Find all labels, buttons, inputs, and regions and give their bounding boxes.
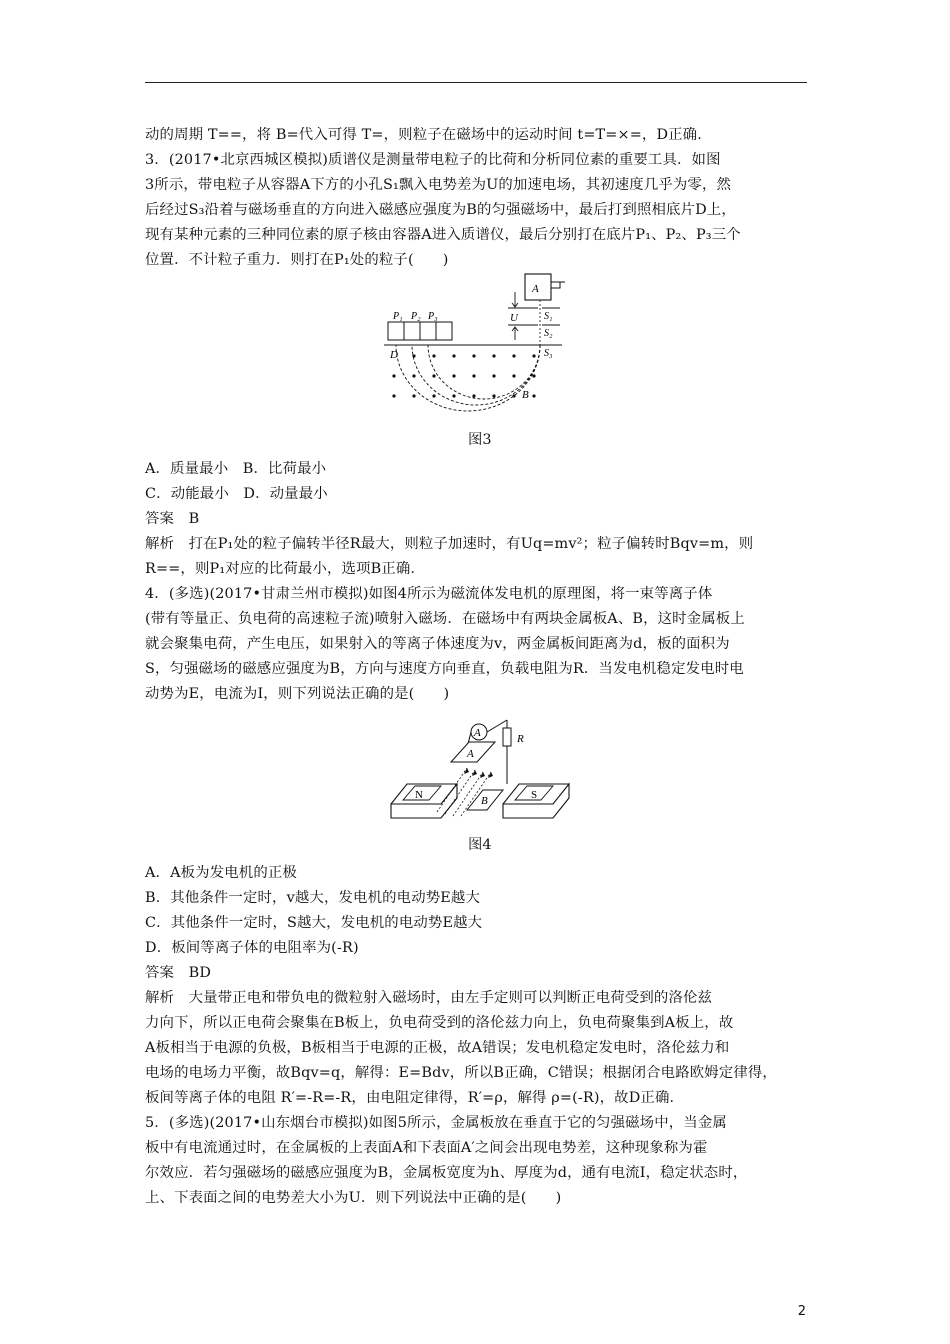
text-line: D．板间等离子体的电阻率为(-R) (145, 940, 359, 956)
magnet-N-label: N (415, 789, 423, 801)
text-line: 电场的电场力平衡，故Bqv=q，解得：E=Bdv，所以B正确，C错误；根据闭合电路欧姆定律得， (145, 1065, 777, 1081)
text-line: 动的周期 T==，将 B=代入可得 T=，则粒子在磁场中的运动时间 t=T=×=，D正确. (145, 127, 702, 143)
text-line: A板相当于电源的负极，B板相当于电源的正极，故A错误；发电机稳定发电时，洛伦兹力和 (145, 1040, 730, 1056)
text-line: A．质量最小 B．比荷最小 (145, 461, 327, 477)
ammeter-label: A (474, 727, 481, 739)
text-line: 板间等离子体的电阻 R′=-R=-R，由电阻定律得，R′=ρ，解得 ρ=(-R)，故D正确． (145, 1090, 685, 1106)
resistor-R-label: R (517, 733, 524, 745)
slit-S1-label: S₁ (544, 311, 553, 322)
text-line: A．A板为发电机的正极 (145, 865, 297, 881)
P1-label: P₁ (393, 311, 403, 322)
text-line: 上、下表面之间的电势差大小为U．则下列说法中正确的是( ) (145, 1190, 562, 1206)
text-line: 动势为E，电流为I，则下列说法正确的是( ) (145, 686, 450, 702)
text-line: (带有等量正、负电荷的高速粒子流)喷射入磁场．在磁场中有两块金属板A、B，这时金属板上 (145, 611, 745, 627)
slit-S3-label: S₃ (544, 348, 553, 359)
text-line: 板中有电流通过时，在金属板的上表面A和下表面A′之间会出现电势差，这种现象称为霍 (145, 1140, 708, 1156)
text-line: 3．(2017•北京西城区模拟)质谱仪是测量带电粒子的比荷和分析同位素的重要工具．如图 (145, 152, 721, 168)
text-line: S，匀强磁场的磁感应强度为B，方向与速度方向垂直，负载电阻为R．当发电机稳定发电时电 (145, 661, 744, 677)
text-line: 答案 B (145, 511, 200, 527)
text-line: R==，则P₁对应的比荷最小，选项B正确． (145, 561, 425, 577)
text-line: 就会聚集电荷，产生电压，如果射入的等离子体速度为v，两金属板间距离为d，板的面积为 (145, 636, 730, 652)
container-A-label: A (532, 283, 539, 295)
plate-B-label: B (481, 795, 488, 807)
text-line: 5．(多选)(2017•山东烟台市模拟)如图5所示，金属板放在垂直于它的匀强磁场中，当金属 (145, 1115, 727, 1131)
text-line: B．其他条件一定时，v越大，发电机的电动势E越大 (145, 890, 481, 906)
P2-label: P₂ (411, 311, 421, 322)
text-line: 后经过S₃沿着与磁场垂直的方向进入磁感应强度为B的匀强磁场中，最后打到照相底片D上， (145, 202, 736, 218)
resistor-R (503, 728, 511, 746)
figure-4-caption: 图4 (468, 837, 492, 853)
text-line: 现有某种元素的三种同位素的原子核由容器A进入质谱仪，最后分别打在底片P₁、P₂、P₃三个 (145, 227, 741, 243)
field-B-label: B (522, 389, 529, 401)
text-line: 力向下，所以正电荷会聚集在B板上，负电荷受到的洛伦兹力向上，负电荷聚集到A板上，故 (145, 1015, 734, 1031)
voltage-U-label: U (510, 312, 518, 324)
text-line: 位置．不计粒子重力．则打在P₁处的粒子( ) (145, 252, 449, 268)
text-line: C．其他条件一定时，S越大，发电机的电动势E越大 (145, 915, 483, 931)
page-number: 2 (797, 1304, 806, 1319)
film-D-label: D (390, 349, 398, 361)
P3-label: P₃ (428, 311, 438, 322)
text-line: 4．(多选)(2017•甘肃兰州市模拟)如图4所示为磁流体发电机的原理图，将一束等离子体 (145, 586, 713, 602)
figure-3-mass-spectrometer (380, 270, 580, 412)
plate-A-label: A (467, 748, 474, 760)
figure-4-mhd-generator (385, 712, 575, 822)
slit-S2-label: S₂ (544, 328, 553, 339)
text-line: 解析 打在P₁处的粒子偏转半径R最大，则粒子加速时，有Uq=mv²；粒子偏转时Bqv=m，则 (145, 536, 754, 552)
text-line: 3所示，带电粒子从容器A下方的小孔S₁飘入电势差为U的加速电场，其初速度几乎为零，然 (145, 177, 732, 193)
figure-3-caption: 图3 (468, 432, 492, 448)
text-line: 解析 大量带正电和带负电的微粒射入磁场时，由左手定则可以判断正电荷受到的洛伦兹 (145, 990, 713, 1006)
text-line: 答案 BD (145, 965, 212, 981)
text-line: 尔效应．若匀强磁场的磁感应强度为B，金属板宽度为h、厚度为d，通有电流I，稳定状态时， (145, 1165, 748, 1181)
container-inlet (551, 282, 565, 288)
text-line: C．动能最小 D．动量最小 (145, 486, 328, 502)
magnet-S-label: S (531, 789, 538, 801)
header-rule (145, 82, 807, 83)
